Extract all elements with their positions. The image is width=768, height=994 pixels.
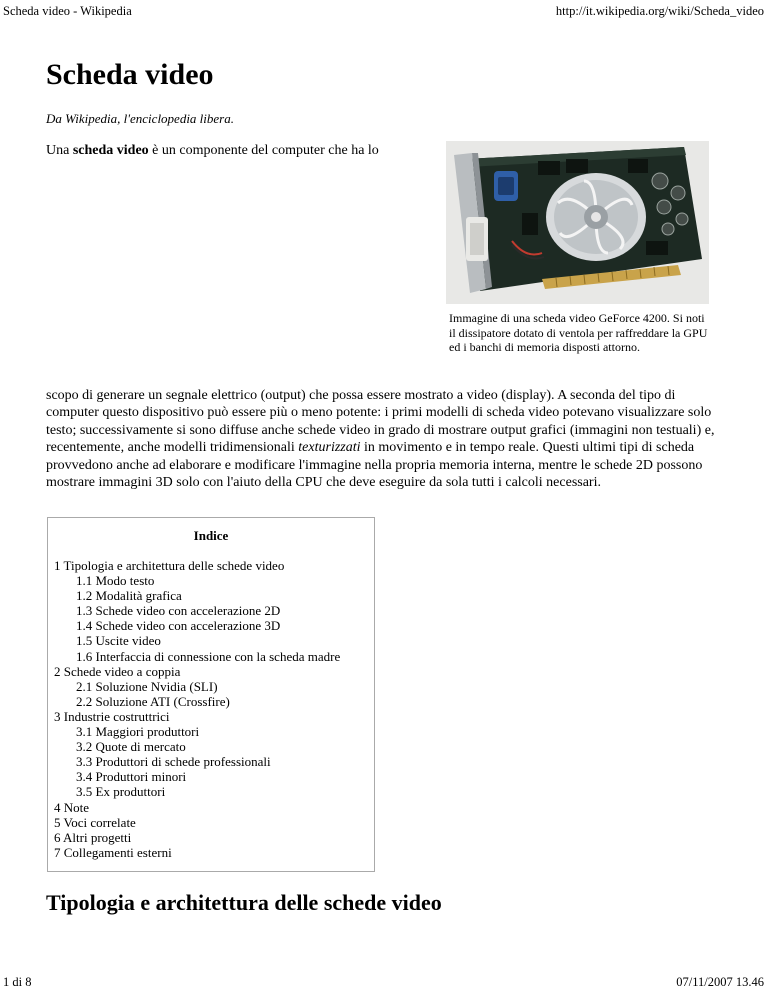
graphics-card-illustration [446,141,709,304]
print-timestamp: 07/11/2007 13.46 [676,975,764,989]
toc-item-3-3[interactable]: 3.3 Produttori di schede professionali [76,754,271,770]
print-page-title: Scheda video - Wikipedia [3,4,132,18]
intro-rest-part-1: scopo di generare un segnale elettrico (output) che possa essere mostrato a video (display). A seconda del tipo di computer questo dispositivo può essere più o meno potente: i primi modelli di scheda video potevano visualizzare solo testo; successivamente si sono diffuse anche schede video in grado di mostrare output grafici (immagini non testuali) e, recentemente, anche modelli tridimensionali [46,388,715,456]
image-thumbnail [443,139,711,367]
toc-item-1-2[interactable]: 1.2 Modalità grafica [76,588,182,604]
toc-item-1[interactable]: 1 Tipologia e architettura delle schede video [54,558,285,573]
toc-item-2-2[interactable]: 2.2 Soluzione ATI (Crossfire) [76,693,230,709]
toc-item-3-1[interactable]: 3.1 Maggiori produttori [76,724,200,740]
toc-list [54,558,340,860]
intro-paragraph-continued [46,387,726,491]
site-tagline: Da Wikipedia, l'enciclopedia libera. [46,111,234,126]
graphics-card-photo[interactable] [446,141,709,304]
intro-suffix: è un componente del computer che ha lo [148,143,379,158]
print-url: http://it.wikipedia.org/wiki/Scheda_video [555,4,764,18]
toc-item-5[interactable]: 5 Voci correlate [54,814,136,830]
toc-item-1-4[interactable]: 1.4 Schede video con accelerazione 3D [76,618,281,634]
toc-item-2-1[interactable]: 2.1 Soluzione Nvidia (SLI) [76,678,218,694]
intro-paragraph-start [46,143,379,159]
toc-item-2[interactable]: 2 Schede video a coppia [54,663,181,679]
toc-item-3-5[interactable]: 3.5 Ex produttori [76,784,166,800]
toc-title: Indice [193,528,229,543]
toc-item-1-1[interactable]: 1.1 Modo testo [76,573,155,589]
section-heading: Tipologia e architettura delle schede video [46,890,442,915]
intro-rest-part-2: in movimento e in tempo reale. Questi ultimi tipi di scheda provvedono anche ad elaborare e modificare l'immagine nella propria memoria interna, mentre le schede 2D possono mostrare immagini 3D solo con l'aiuto della CPU che deve eseguire da sola tutti i calcoli necessari. [46,440,703,491]
page-title: Scheda video [46,58,214,91]
image-caption: Immagine di una scheda video GeForce 4200. Si noti il dissipatore dotato di ventola per raffreddare la GPU ed i banchi di memoria disposti attorno. [449,311,708,354]
toc-item-1-3[interactable]: 1.3 Schede video con accelerazione 2D [76,603,281,619]
section-divider [46,918,726,919]
table-of-contents [47,517,375,872]
toc-item-1-5[interactable]: 1.5 Uscite video [76,633,161,649]
toc-item-1-6[interactable]: 1.6 Interfaccia di connessione con la scheda madre [76,648,341,664]
toc-item-7[interactable]: 7 Collegamenti esterni [54,844,172,860]
toc-item-3-4[interactable]: 3.4 Produttori minori [76,769,187,785]
intro-italic-term[interactable]: texturizzati [298,440,361,456]
intro-prefix: Una [46,143,73,158]
intro-bold-term: scheda video [72,143,149,158]
toc-item-3[interactable]: 3 Industrie costruttrici [54,708,170,724]
toc-item-4[interactable]: 4 Note [54,799,90,815]
print-page-number: 1 di 8 [3,975,32,989]
toc-item-6[interactable]: 6 Altri progetti [54,829,132,845]
toc-item-3-2[interactable]: 3.2 Quote di mercato [76,739,186,755]
